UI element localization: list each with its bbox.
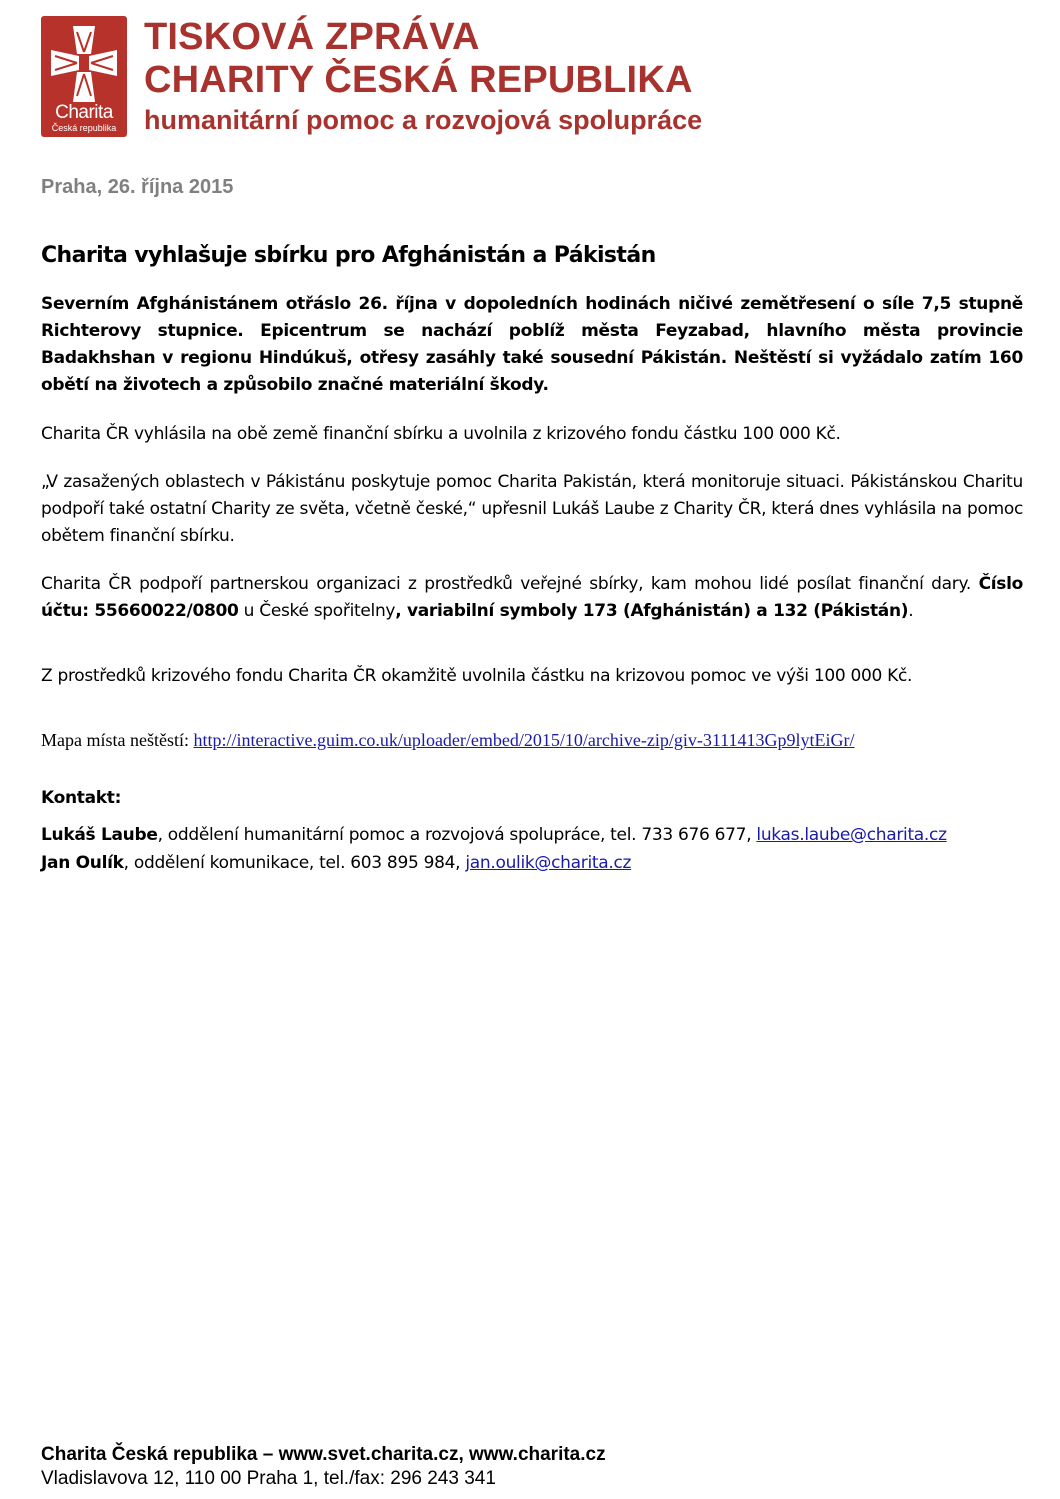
footer-address: Vladislavova 12, 110 00 Praha 1, tel./fax: 296 243 341 <box>41 1468 496 1489</box>
release-date: Praha, 26. října 2015 <box>41 176 234 198</box>
donation-end: . <box>908 601 914 621</box>
contact-row <box>41 849 947 877</box>
account-number: Číslo účtu: 55660022/0800 <box>41 574 1023 621</box>
charita-cross-icon <box>49 24 119 104</box>
header-line-2: CHARITY ČESKÁ REPUBLIKA <box>144 59 693 101</box>
contact-row <box>41 821 947 849</box>
contact-list <box>41 821 947 877</box>
article-title: Charita vyhlašuje sbírku pro Afghánistán a Pákistán <box>41 243 656 268</box>
contact-name: Jan Oulík <box>41 853 124 873</box>
header-line-1: TISKOVÁ ZPRÁVA <box>144 16 480 58</box>
paragraph-quote: „V zasažených oblastech v Pákistánu poskytuje pomoc Charita Pakistán, která monitoruje situaci. Pákistánskou Charitu podpoří také ostatní Charity ze světa, včetně české,“ upřesnil Lukáš Laube z Charity ČR, která dnes vyhlásila na pomoc obětem finanční sbírku. <box>41 472 1023 546</box>
contact-info: , oddělení komunikace, tel. 603 895 984, <box>123 853 466 873</box>
footer-organization: Charita Česká republika – www.svet.charita.cz, www.charita.cz <box>41 1444 606 1465</box>
logo-subtitle: Česká republika <box>51 123 117 133</box>
map-label: Mapa místa neštěstí: <box>41 730 194 750</box>
footer <box>41 1443 606 1491</box>
variable-symbols: , variabilní symboly 173 (Afghánistán) a 132 (Pákistán) <box>395 601 909 621</box>
map-link[interactable]: http://interactive.guim.co.uk/uploader/embed/2015/10/archive-zip/giv-3111413Gp9lytEiGr/ <box>193 730 855 750</box>
contact-title: Kontakt: <box>41 788 122 808</box>
contact-name: Lukáš Laube <box>41 825 158 845</box>
map-line <box>41 730 855 751</box>
paragraph-collection: Charita ČR vyhlásila na obě země finanční sbírku a uvolnila z krizového fondu částku 100 000 Kč. <box>41 424 841 444</box>
lead-paragraph: Severním Afghánistánem otřáslo 26. října v dopoledních hodinách ničivé zemětřesení o síle 7,5 stupně Richterovy stupnice. Epicentrum se nachází poblíž města Feyzabad, hlavního města provincie Badakhshan v regionu Hindúkuš, otřesy zasáhly také sousední Pákistán. Neštěstí si vyžádalo zatím 160 obětí na životech a způsobilo značné materiální škody. <box>41 294 1023 395</box>
header-line-3: humanitární pomoc a rozvojová spolupráce <box>144 105 703 135</box>
paragraph-crisis-fund: Z prostředků krizového fondu Charita ČR okamžitě uvolnila částku na krizovou pomoc ve výši 100 000 Kč. <box>41 666 913 686</box>
contact-info: , oddělení humanitární pomoc a rozvojová spolupráce, tel. 733 676 677, <box>157 825 757 845</box>
charita-logo <box>41 16 127 137</box>
contact-email-link[interactable]: jan.oulik@charita.cz <box>465 853 632 873</box>
donation-text: Charita ČR podpoří partnerskou organizaci z prostředků veřejné sbírky, kam mohou lidé posílat finanční dary. <box>41 574 979 594</box>
paragraph-donations <box>41 571 1023 625</box>
press-release-header <box>144 16 702 138</box>
contact-email-link[interactable]: lukas.laube@charita.cz <box>756 825 947 845</box>
bank-text: u České spořitelny <box>238 601 396 621</box>
logo-word: Charita <box>55 102 113 123</box>
